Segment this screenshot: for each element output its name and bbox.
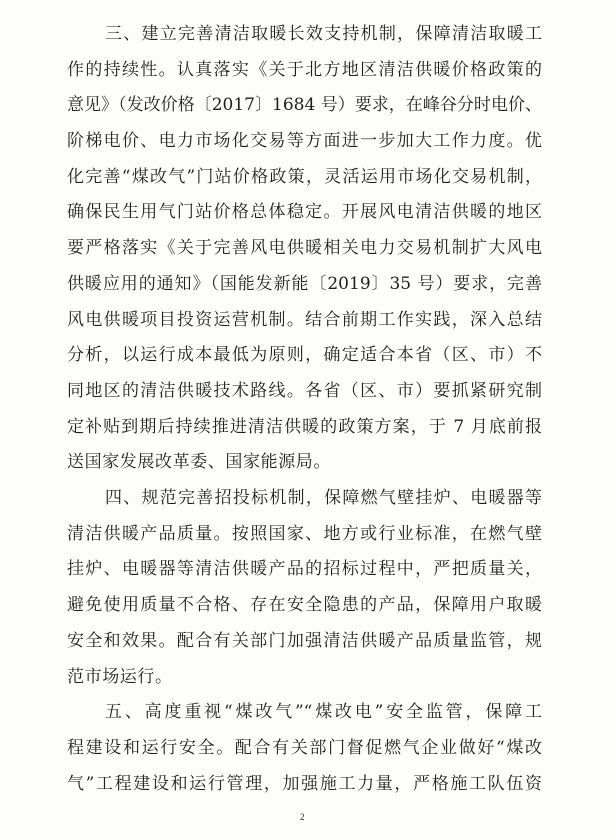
text-line: 气”工程建设和运行管理，加强施工力量，严格施工队伍资 [67,774,542,794]
text-line: 要严格落实《关于完善风电供暖相关电力交易机制扩大风电 [67,238,542,258]
text-line: 送国家发展改革委、国家能源局。 [67,452,331,472]
text-line: 定补贴到期后持续推进清洁供暖的政策方案，于 7 月底前报 [67,417,542,437]
text-line: 确保民生用气门站价格总体稳定。开展风电清洁供暖的地区 [67,202,542,222]
text-line: 风电供暖项目投资运营机制。结合前期工作实践，深入总结 [67,310,542,330]
text-line: 化完善“煤改气”门站价格政策，灵活运用市场化交易机制， [67,167,542,187]
text-line: 安全和效果。配合有关部门加强清洁供暖产品质量监管，规 [67,631,542,651]
text-line: 作的持续性。认真落实《关于北方地区清洁供暖价格政策的 [67,60,542,80]
page-number: 2 [300,812,305,822]
text-line: 同地区的清洁供暖技术路线。各省（区、市）要抓紧研究制 [67,381,542,401]
text-line: 供暖应用的通知》（国能发新能〔2019〕35 号）要求，完善 [67,274,542,294]
text-line: 三、建立完善清洁取暖长效支持机制，保障清洁取暖工 [105,24,542,44]
text-line: 程建设和运行安全。配合有关部门督促燃气企业做好“煤改 [67,738,542,758]
text-line: 避免使用质量不合格、存在安全隐患的产品，保障用户取暖 [67,595,542,615]
text-line: 清洁供暖产品质量。按照国家、地方或行业标准，在燃气壁 [67,524,542,544]
text-line: 五、高度重视“煤改气”“煤改电”安全监管，保障工 [105,702,542,722]
text-line: 范市场运行。 [67,667,173,687]
text-line: 意见》（发改价格〔2017〕1684 号）要求，在峰谷分时电价、 [67,95,542,115]
text-line: 挂炉、电暖器等清洁供暖产品的招标过程中，严把质量关， [67,559,542,579]
text-line: 分析，以运行成本最低为原则，确定适合本省（区、市）不 [67,345,542,365]
text-line: 四、规范完善招投标机制，保障燃气壁挂炉、电暖器等 [105,488,542,508]
text-line: 阶梯电价、电力市场化交易等方面进一步加大工作力度。优 [67,131,542,151]
